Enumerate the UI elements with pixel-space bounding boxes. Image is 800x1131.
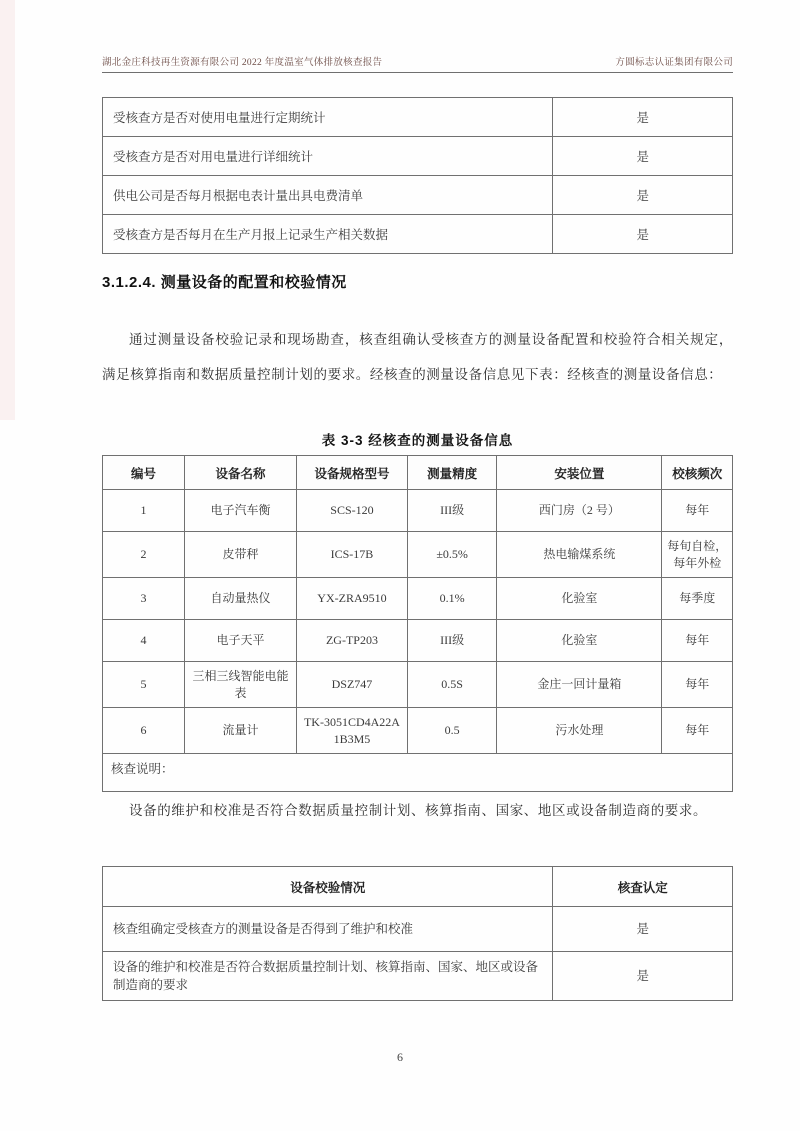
device-precision: III级 bbox=[407, 490, 496, 532]
device-name: 自动量热仪 bbox=[184, 578, 296, 620]
paragraph-maintenance: 设备的维护和校准是否符合数据质量控制计划、核算指南、国家、地区或设备制造商的要求。 bbox=[129, 803, 708, 818]
device-name: 皮带秤 bbox=[184, 532, 296, 578]
column-header-situation: 设备校验情况 bbox=[103, 867, 553, 907]
device-model: ICS-17B bbox=[297, 532, 408, 578]
table-row bbox=[103, 952, 733, 1001]
table-row bbox=[103, 98, 733, 137]
column-header-location: 安装位置 bbox=[497, 456, 662, 490]
table-caption: 表 3-3 经核查的测量设备信息 bbox=[321, 433, 514, 448]
device-frequency: 每年 bbox=[662, 490, 733, 532]
device-model: YX-ZRA9510 bbox=[297, 578, 408, 620]
device-no: 4 bbox=[103, 620, 185, 662]
device-location: 化验室 bbox=[497, 578, 662, 620]
electricity-check-table bbox=[102, 97, 733, 254]
verify-result-cell: 是 bbox=[553, 907, 733, 952]
table-row bbox=[103, 215, 733, 254]
section-heading: 3.1.2.4. 测量设备的配置和校验情况 bbox=[102, 274, 347, 291]
paragraph-device-overview: 通过测量设备校验记录和现场勘查，核查组确认受核查方的测量设备配置和校验符合相关规定，满足核算指南和数据质量控制计划的要求。经核查的测量设备信息见下表：经核查的测量设备信息： bbox=[102, 332, 733, 382]
device-no: 6 bbox=[103, 708, 185, 754]
check-question-cell: 受核查方是否每月在生产月报上记录生产相关数据 bbox=[103, 215, 553, 254]
device-frequency: 每年 bbox=[662, 620, 733, 662]
table-row bbox=[103, 176, 733, 215]
device-location: 西门房（2 号） bbox=[497, 490, 662, 532]
device-frequency: 每旬自检，每年外检 bbox=[662, 532, 733, 578]
note-row bbox=[103, 754, 733, 792]
check-question-cell: 供电公司是否每月根据电表计量出具电费清单 bbox=[103, 176, 553, 215]
column-header-no: 编号 bbox=[103, 456, 185, 490]
device-precision: 0.1% bbox=[407, 578, 496, 620]
check-answer-cell: 是 bbox=[553, 215, 733, 254]
device-frequency: 每年 bbox=[662, 708, 733, 754]
device-location: 污水处理 bbox=[497, 708, 662, 754]
device-precision: ±0.5% bbox=[407, 532, 496, 578]
check-answer-cell: 是 bbox=[553, 137, 733, 176]
table-header-row bbox=[103, 456, 733, 490]
device-location: 热电输煤系统 bbox=[497, 532, 662, 578]
check-answer-cell: 是 bbox=[553, 176, 733, 215]
verify-result-cell: 是 bbox=[553, 952, 733, 1001]
device-name: 电子天平 bbox=[184, 620, 296, 662]
device-name: 三相三线智能电能表 bbox=[184, 662, 296, 708]
column-header-frequency: 校核频次 bbox=[662, 456, 733, 490]
device-model: DSZ747 bbox=[297, 662, 408, 708]
scan-edge-tint bbox=[0, 0, 15, 420]
device-no: 3 bbox=[103, 578, 185, 620]
device-no: 1 bbox=[103, 490, 185, 532]
page-header bbox=[102, 54, 733, 73]
device-no: 2 bbox=[103, 532, 185, 578]
device-verification-table bbox=[102, 866, 733, 1001]
device-frequency: 每年 bbox=[662, 662, 733, 708]
device-model: SCS-120 bbox=[297, 490, 408, 532]
note-label: 核查说明： bbox=[103, 754, 733, 792]
device-row bbox=[103, 708, 733, 754]
device-frequency: 每季度 bbox=[662, 578, 733, 620]
device-precision: III级 bbox=[407, 620, 496, 662]
device-row bbox=[103, 490, 733, 532]
device-location: 化验室 bbox=[497, 620, 662, 662]
page-number: 6 bbox=[397, 1050, 403, 1064]
verify-item-cell: 核查组确定受核查方的测量设备是否得到了维护和校准 bbox=[103, 907, 553, 952]
device-row bbox=[103, 578, 733, 620]
table-row bbox=[103, 907, 733, 952]
device-precision: 0.5 bbox=[407, 708, 496, 754]
check-answer-cell: 是 bbox=[553, 98, 733, 137]
device-info-table bbox=[102, 455, 733, 792]
device-name: 流量计 bbox=[184, 708, 296, 754]
header-right-text: 方圆标志认证集团有限公司 bbox=[615, 58, 733, 68]
device-row bbox=[103, 662, 733, 708]
device-model: TK-3051CD4A22A1B3M5 bbox=[297, 708, 408, 754]
table-header-row bbox=[103, 867, 733, 907]
device-row bbox=[103, 532, 733, 578]
column-header-precision: 测量精度 bbox=[407, 456, 496, 490]
column-header-model: 设备规格型号 bbox=[297, 456, 408, 490]
device-name: 电子汽车衡 bbox=[184, 490, 296, 532]
check-question-cell: 受核查方是否对使用电量进行定期统计 bbox=[103, 98, 553, 137]
device-row bbox=[103, 620, 733, 662]
device-no: 5 bbox=[103, 662, 185, 708]
device-location: 金庄一回计量箱 bbox=[497, 662, 662, 708]
header-left-text: 湖北金庄科技再生资源有限公司 2022 年度温室气体排放核查报告 bbox=[102, 58, 383, 68]
table-row bbox=[103, 137, 733, 176]
column-header-name: 设备名称 bbox=[184, 456, 296, 490]
column-header-result: 核查认定 bbox=[553, 867, 733, 907]
device-model: ZG-TP203 bbox=[297, 620, 408, 662]
check-question-cell: 受核查方是否对用电量进行详细统计 bbox=[103, 137, 553, 176]
device-precision: 0.5S bbox=[407, 662, 496, 708]
verify-item-cell: 设备的维护和校准是否符合数据质量控制计划、核算指南、国家、地区或设备制造商的要求 bbox=[103, 952, 553, 1001]
